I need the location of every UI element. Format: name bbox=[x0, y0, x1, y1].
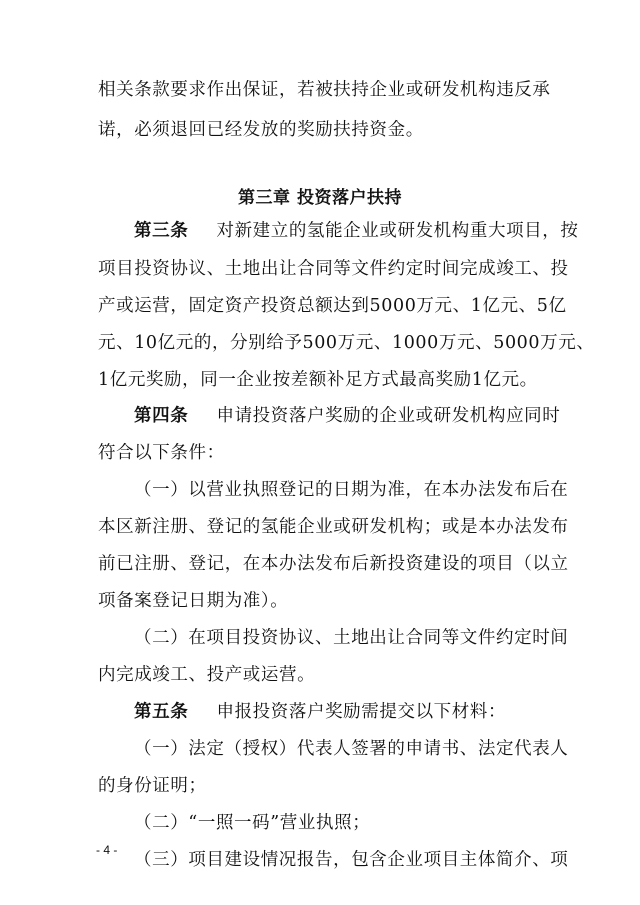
article-label: 第四条 bbox=[134, 406, 189, 426]
article-paragraph bbox=[134, 404, 561, 428]
text-line: 产或运营，固定资产投资总额达到5000万元、1亿元、5亿 bbox=[98, 296, 567, 316]
text-line: 内完成竣工、投产或运营。 bbox=[98, 665, 316, 685]
text-line: 符合以下条件： bbox=[98, 443, 225, 463]
text-line: 诺，必须退回已经发放的奖励扶持资金。 bbox=[98, 120, 424, 140]
text-line: （一）法定（授权）代表人签署的申请书、法定代表人 bbox=[134, 739, 569, 759]
article-paragraph bbox=[134, 219, 579, 243]
text-line: 相关条款要求作出保证，若被扶持企业或研发机构违反承 bbox=[98, 80, 551, 100]
text-line: 项备案登记日期为准）。 bbox=[98, 591, 289, 611]
text-segment: 对新建立的氢能企业或研发机构重大项目，按 bbox=[216, 221, 579, 241]
text-line: 前已注册、登记，在本办法发布后新投资建设的项目（以立 bbox=[98, 554, 569, 574]
text-segment: 申请投资落户奖励的企业或研发机构应同时 bbox=[216, 406, 561, 426]
page-number: - 4 - bbox=[96, 843, 118, 857]
text-line: （二）“一照一码”营业执照； bbox=[134, 813, 371, 833]
text-line: 元、10亿元的，分别给予500万元、1000万元、5000万元、 bbox=[98, 333, 595, 353]
text-line: 本区新注册、登记的氢能企业或研发机构；或是本办法发布 bbox=[98, 517, 569, 537]
text-line: （三）项目建设情况报告，包含企业项目主体简介、项 bbox=[134, 850, 569, 870]
text-segment: 申报投资落户奖励需提交以下材料： bbox=[216, 702, 507, 722]
chapter-heading: 第三章 投资落户扶持 bbox=[238, 188, 402, 208]
text-line: 的身份证明； bbox=[98, 776, 207, 796]
article-paragraph bbox=[134, 700, 548, 724]
text-line: （一）以营业执照登记的日期为准，在本办法发布后在 bbox=[134, 480, 569, 500]
text-line: （二）在项目投资协议、土地出让合同等文件约定时间 bbox=[134, 628, 569, 648]
article-label: 第五条 bbox=[134, 702, 189, 722]
text-line: 1亿元奖励，同一企业按差额补足方式最高奖励1亿元。 bbox=[98, 370, 538, 390]
text-line: 项目投资协议、土地出让合同等文件约定时间完成竣工、投 bbox=[98, 259, 569, 279]
article-label: 第三条 bbox=[134, 221, 189, 241]
